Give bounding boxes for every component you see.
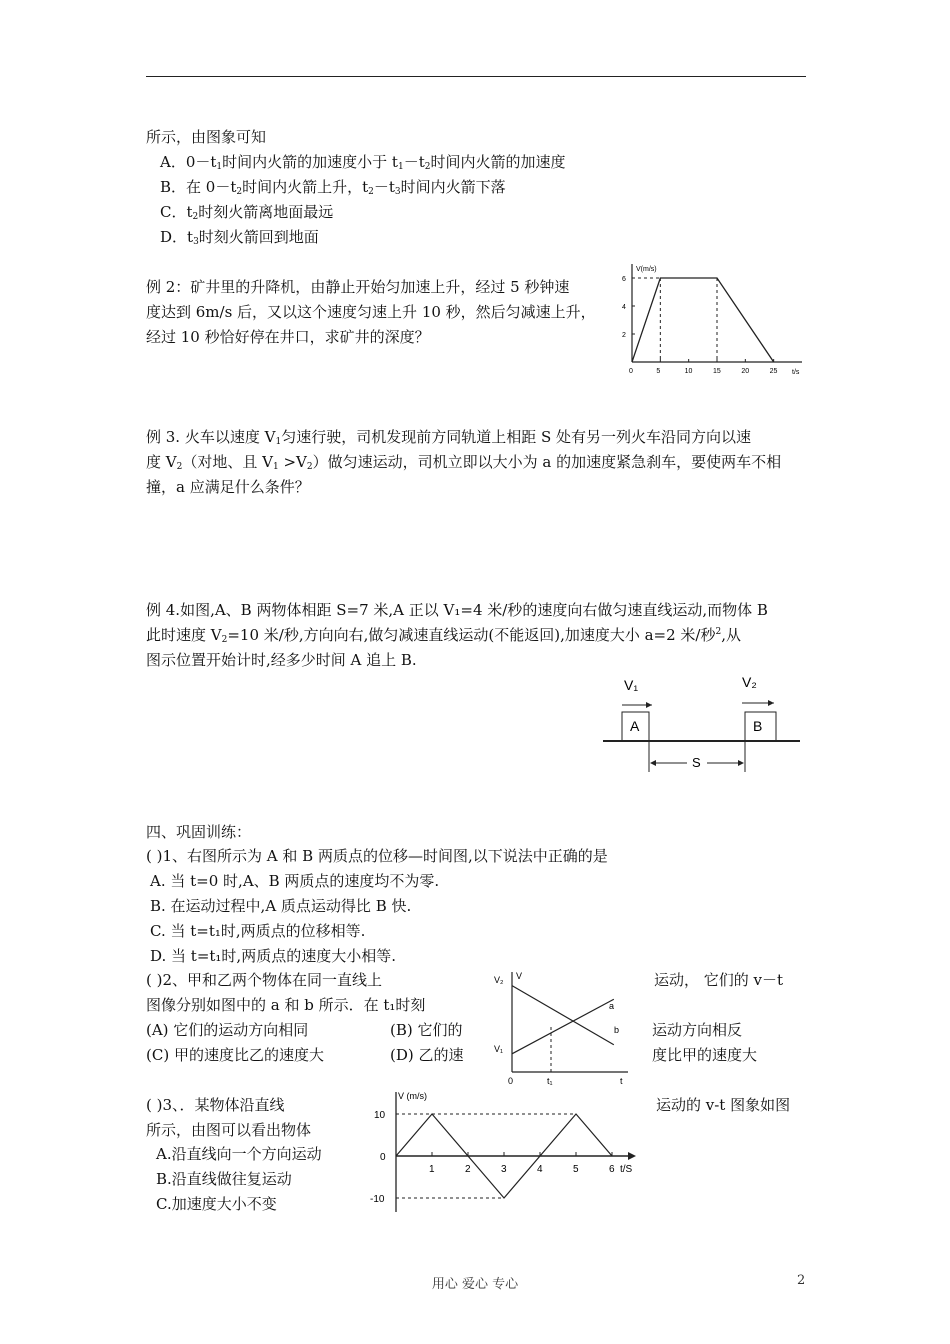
q1-option-a: A．$0-t_1$时间内火箭的加速度小于 $t_1-t_2$时间内火箭的加速度 xyxy=(160,153,566,172)
q2-line-b xyxy=(512,986,614,1045)
q2-t1-label: t₁ xyxy=(547,1076,553,1086)
q3-x-tick-label: 4 xyxy=(537,1164,543,1175)
ex4-block-a-label: A xyxy=(630,718,640,734)
q3-x-tick-label: 6 xyxy=(609,1164,615,1175)
sec4-q2-option-a: (A) 它们的运动方向相同 xyxy=(146,1021,309,1039)
ex2-line-2: 度达到 6m/s 后，又以这个速度匀速上升 10 秒，然后匀减速上升， xyxy=(146,303,596,321)
q3-tick-group xyxy=(370,1110,615,1205)
ex2-y-tick-label: 6 xyxy=(622,276,626,283)
ex2-x-tick-label: 15 xyxy=(713,368,721,375)
sec4-q2-option-b-right: 运动方向相反 xyxy=(652,1021,743,1039)
q1-option-c: C．$t_2$时刻火箭离地面最远 xyxy=(160,203,334,222)
sec4-q2-line-2: 图像分别如图中的 a 和 b 所示．在 t₁时刻 xyxy=(146,996,426,1014)
q3-y-axis-label: V (m/s) xyxy=(398,1091,427,1101)
ex4-v2-label: V₂ xyxy=(742,674,757,690)
ex4-v1-arrowhead xyxy=(646,702,652,708)
ex4-v1-label: V₁ xyxy=(624,677,639,693)
q3-x-tick-label: 5 xyxy=(573,1164,579,1175)
q1-intro: 所示，由图象可知 xyxy=(146,128,267,146)
ex4-s-arrowhead-left xyxy=(650,760,656,766)
ex2-x-tick-label: 5 xyxy=(656,368,661,375)
ex2-origin-label: 0 xyxy=(629,368,633,375)
q3-x-tick-label: 2 xyxy=(465,1164,471,1175)
sec4-q2-option-d-right: 度比甲的速度大 xyxy=(652,1046,758,1064)
q1-option-b: B．在 $0-t_2$时间内火箭上升，$t_2-t_3$时间内火箭下落 xyxy=(160,178,506,197)
ex4-s-label: S xyxy=(692,755,701,770)
q2-t-label: t xyxy=(620,1076,623,1086)
q3-vt-chart xyxy=(366,1086,648,1218)
ex4-block-b-label: B xyxy=(753,718,763,734)
sec4-q3-option-a: A.沿直线向一个方向运动 xyxy=(156,1145,322,1163)
q1-option-d: D．$t_3$时刻火箭回到地面 xyxy=(160,228,319,247)
page-number: 2 xyxy=(797,1273,806,1288)
ex4-line-2: 此时速度 $V_2=10$ 米/秒,方向向右,做匀减速直线运动(不能返回),加速度大小 a=2 米/秒$^2$,从 xyxy=(146,626,741,645)
sec4-q2-option-c: (C) 甲的速度比乙的速度大 xyxy=(146,1046,324,1064)
q3-x-arrowhead xyxy=(628,1152,636,1160)
ex2-x-tick-label: 20 xyxy=(741,368,750,375)
q2-v2-label: V₂ xyxy=(494,975,504,985)
sec4-title: 四、巩固训练： xyxy=(146,823,252,841)
sec4-q1-option-a: A. 当 t=0 时,A、B 两质点的速度均不为零. xyxy=(150,872,440,890)
q2-y-axis-label: V xyxy=(516,971,523,981)
sec4-q1-option-d: D. 当 t=t₁时,两质点的速度大小相等. xyxy=(150,947,396,965)
ex2-vt-chart xyxy=(614,258,810,380)
ex2-velocity-line xyxy=(632,278,774,362)
ex3-line-3: 撞，a 应满足什么条件？ xyxy=(146,478,310,496)
q3-y-tick-label: 0 xyxy=(380,1152,386,1163)
q2-line-a-label: a xyxy=(609,1001,615,1011)
sec4-q1-option-b: B. 在运动过程中,A 质点运动得比 B 快. xyxy=(150,897,412,915)
sec4-q3-line-2: 所示，由图可以看出物体 xyxy=(146,1121,312,1139)
ex3-line-2: 度 $V_2$（对地、且 $V_1 >V_2$）做匀速运动，司机立即以大小为 a 的加速度紧急刹车，要使两车不相 xyxy=(146,453,782,472)
ex2-y-tick-label: 4 xyxy=(622,304,626,311)
ex2-x-axis-label: t/s xyxy=(792,369,800,376)
ex2-line-3: 经过 10 秒恰好停在井口，求矿井的深度？ xyxy=(146,328,430,346)
ex4-v2-arrowhead xyxy=(768,700,774,706)
ex3-line-1: 例 3. 火车以速度 $V_1$匀速行驶，司机发现前方同轨道上相距 S 处有另一列火车沿同方向以速 xyxy=(146,428,752,447)
ex4-s-arrowhead-right xyxy=(738,760,744,766)
ex2-line-1: 例 2：矿井里的升降机，由静止开始匀加速上升，经过 5 秒钟速 xyxy=(146,278,570,296)
ex4-diagram xyxy=(598,670,808,780)
sec4-q2-stem-left: ( )2、甲和乙两个物体在同一直线上 xyxy=(146,971,383,989)
ex4-line-3: 图示位置开始计时,经多少时间 A 追上 B. xyxy=(146,651,417,669)
ex2-y-tick-label: 2 xyxy=(622,332,626,339)
page-footer: 用心 爱心 专心 xyxy=(431,1277,519,1292)
q3-x-tick-label: 1 xyxy=(429,1164,435,1175)
sec4-q1-option-c: C. 当 t=t₁时,两质点的位移相等. xyxy=(150,922,366,940)
sec4-q2-option-b-left: (B) 它们的 xyxy=(390,1021,463,1039)
q3-x-tick-label: 3 xyxy=(501,1164,507,1175)
sec4-q2-stem-right: 运动， 它们的 v－t xyxy=(654,971,784,989)
ex2-x-tick-label: 10 xyxy=(684,368,693,375)
q3-x-axis-label: t/S xyxy=(620,1164,633,1175)
sec4-q3-stem-right: 运动的 v-t 图象如图 xyxy=(656,1096,791,1114)
q2-v1-label: V₁ xyxy=(494,1044,504,1054)
sec4-q3-option-b: B.沿直线做往复运动 xyxy=(156,1170,292,1188)
sec4-q2-option-d-left: (D) 乙的速 xyxy=(390,1046,464,1064)
ex2-x-tick-label: 25 xyxy=(769,368,778,375)
q2-line-b-label: b xyxy=(614,1025,620,1035)
q3-y-tick-label: 10 xyxy=(374,1110,386,1121)
q2-vt-chart xyxy=(488,966,638,1090)
sec4-q3-stem-left: ( )3、．某物体沿直线 xyxy=(146,1096,285,1114)
ex2-y-axis-label: V(m/s) xyxy=(636,266,657,273)
header-rule xyxy=(146,76,806,77)
q2-origin-label: 0 xyxy=(508,1076,514,1086)
ex4-line-1: 例 4.如图,A、B 两物体相距 S=7 米,A 正以 V₁=4 米/秒的速度向右做匀速直线运动,而物体 B xyxy=(146,601,768,619)
sec4-q3-option-c: C.加速度大小不变 xyxy=(156,1195,277,1213)
q3-y-tick-label: -10 xyxy=(370,1194,385,1205)
q2-line-a xyxy=(512,999,614,1054)
sec4-q1-stem: ( )1、右图所示为 A 和 B 两质点的位移—时间图,以下说法中正确的是 xyxy=(146,847,608,865)
ex2-tick-group xyxy=(622,276,778,375)
ex2-guides xyxy=(632,278,717,362)
